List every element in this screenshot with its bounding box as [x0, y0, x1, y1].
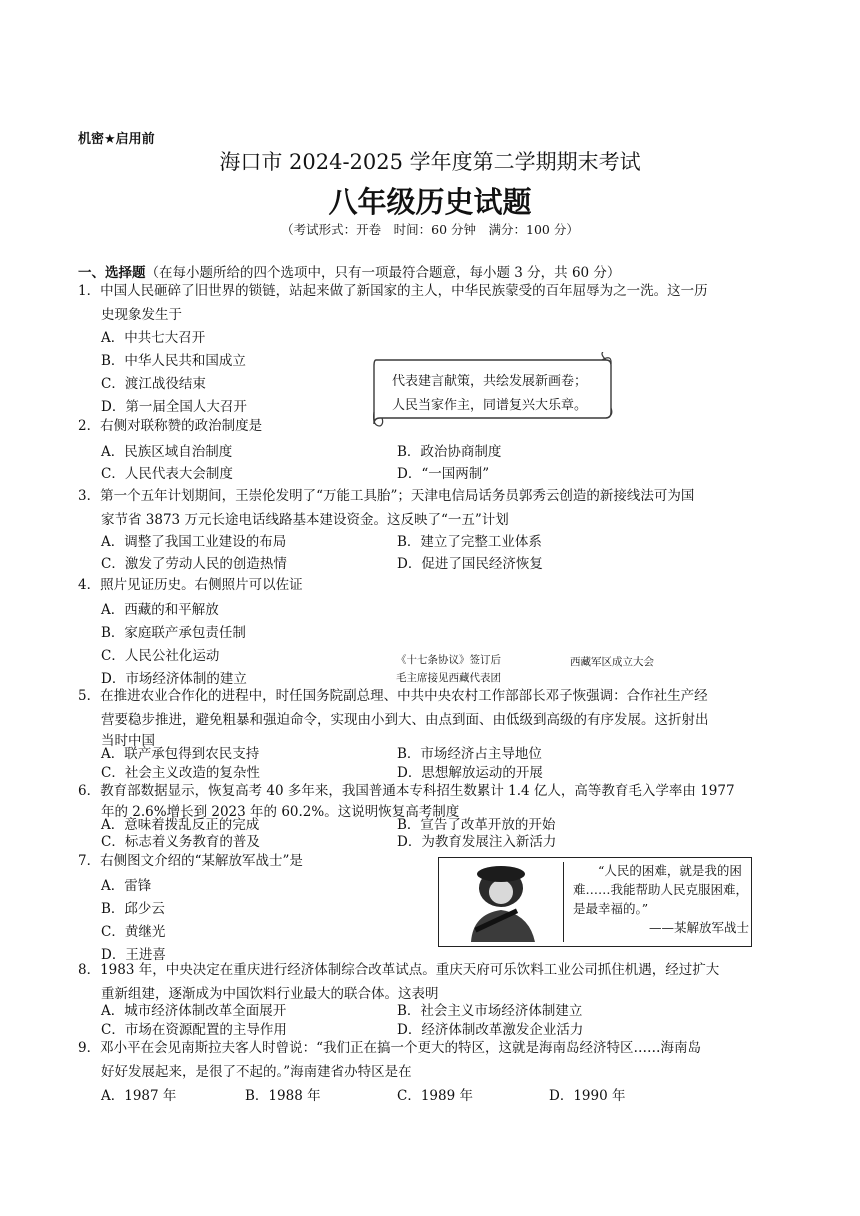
- q1-stem-line1: 1．中国人民砸碎了旧世界的锁链，站起来做了新国家的主人，中华民族蒙受的百年屈辱为之一洗。这一历: [78, 283, 708, 299]
- soldier-photo: [443, 862, 564, 942]
- q1-stem-line2: 史现象发生于: [101, 307, 182, 323]
- q6-option-b[interactable]: B．宣告了改革开放的开始: [397, 817, 556, 833]
- couplet-line-2: 人民当家作主，同谱复兴大乐章。: [392, 398, 588, 413]
- q4-photo1-caption-line1: 《十七条协议》签订后: [396, 654, 501, 666]
- q9-stem-line2: 好好发展起来，是很了不起的。”海南建省办特区是在: [101, 1064, 412, 1080]
- q2-option-b[interactable]: B．政治协商制度: [397, 444, 502, 460]
- q7-stem: 7．右侧图文介绍的“某解放军战士”是: [78, 853, 303, 869]
- q6-option-a[interactable]: A．意味着拨乱反正的完成: [101, 817, 260, 833]
- q6-stem-line1: 6．教育部数据显示，恢复高考 40 多年来，我国普通本专科招生数累计 1.4 亿人，高等教育毛入学率由 1977: [78, 783, 735, 799]
- q9-option-c[interactable]: C．1989 年: [397, 1088, 473, 1104]
- q1-option-a[interactable]: A．中共七大召开: [101, 330, 206, 346]
- q4-option-a[interactable]: A．西藏的和平解放: [101, 602, 219, 618]
- q2-option-c[interactable]: C．人民代表大会制度: [101, 466, 233, 482]
- q5-stem-line1: 5．在推进农业合作化的进程中，时任国务院副总理、中共中央农村工作部部长邓子恢强调：合作社生产经: [78, 688, 708, 704]
- q1-option-d[interactable]: D．第一届全国人大召开: [101, 399, 247, 415]
- soldier-quote-text: “人民的困难，就是我的困难……我能帮助人民克服困难，是最幸福的。”: [573, 863, 749, 916]
- q4-photo2-caption: 西藏军区成立大会: [570, 656, 654, 668]
- q3-option-a[interactable]: A．调整了我国工业建设的布局: [101, 534, 287, 550]
- q4-photo1-caption-line2: 毛主席接见西藏代表团: [396, 672, 501, 684]
- section-note: （在每小题所给的四个选项中，只有一项最符合题意，每小题 3 分，共 60 分）: [145, 265, 621, 281]
- q9-option-b[interactable]: B．1988 年: [245, 1088, 321, 1104]
- soldier-quote-signature: ——某解放军战士: [648, 920, 749, 935]
- couplet-line-1: 代表建言献策，共绘发展新画卷；: [392, 374, 588, 389]
- q2-stem: 2．右侧对联称赞的政治制度是: [78, 418, 263, 434]
- couplet-text: [392, 370, 587, 418]
- q6-option-d[interactable]: D．为教育发展注入新活力: [397, 834, 557, 850]
- q5-stem-line2: 营要稳步推进，避免粗暴和强迫命令，实现由小到大、由点到面、由低级到高级的有序发展。这折射出: [101, 712, 709, 728]
- q5-option-b[interactable]: B．市场经济占主导地位: [397, 746, 542, 762]
- q4-option-b[interactable]: B．家庭联产承包责任制: [101, 625, 246, 641]
- section-label: 一、选择题: [78, 265, 146, 281]
- q2-option-d[interactable]: D．“一国两制”: [397, 466, 490, 482]
- q5-stem-line3-text: 当时中国: [101, 733, 155, 749]
- q7-option-a[interactable]: A．雷锋: [101, 878, 152, 894]
- q7-figure-box: [438, 857, 752, 947]
- q8-stem-line1: 8．1983 年，中央决定在重庆进行经济体制综合改革试点。重庆天府可乐饮料工业公司抓住机遇，经过扩大: [78, 962, 720, 978]
- q7-option-d[interactable]: D．王进喜: [101, 947, 166, 963]
- soldier-quote: [573, 861, 749, 937]
- q8-option-d[interactable]: D．经济体制改革激发企业活力: [397, 1022, 584, 1038]
- q9-option-d[interactable]: D．1990 年: [549, 1088, 626, 1104]
- couplet-scroll: [370, 352, 613, 428]
- q8-stem-line2: 重新组建，逐渐成为中国饮料行业最大的联合体。这表明: [101, 986, 439, 1002]
- q9-option-a[interactable]: A．1987 年: [101, 1088, 177, 1104]
- q5-option-a[interactable]: A．联产承包得到农民支持: [101, 746, 260, 762]
- q5-option-d[interactable]: D．思想解放运动的开展: [397, 765, 543, 781]
- q1-option-b[interactable]: B．中华人民共和国成立: [101, 353, 246, 369]
- exam-title: 海口市 2024-2025 学年度第二学期期末考试: [219, 150, 641, 174]
- q4-option-c[interactable]: C．人民公社化运动: [101, 648, 220, 664]
- q9-stem-line1: 9．邓小平在会见南斯拉夫客人时曾说：“我们正在搞一个更大的特区，这就是海南岛经济特区……海南岛: [78, 1040, 701, 1056]
- q3-option-c[interactable]: C．激发了劳动人民的创造热情: [101, 556, 287, 572]
- confidential-mark: 机密★启用前: [78, 132, 155, 147]
- q3-stem-line1: 3．第一个五年计划期间，王崇伦发明了“万能工具胎”；天津电信局话务员郭秀云创造的新接线法可为国: [78, 488, 695, 504]
- q3-option-d[interactable]: D．促进了国民经济恢复: [397, 556, 543, 572]
- q8-option-a[interactable]: A．城市经济体制改革全面展开: [101, 1003, 287, 1019]
- q2-option-a[interactable]: A．民族区域自治制度: [101, 444, 233, 460]
- subject-title: 八年级历史试题: [328, 185, 532, 219]
- q6-option-c[interactable]: C．标志着义务教育的普及: [101, 834, 260, 850]
- section-heading: [78, 261, 620, 281]
- q4-stem: 4．照片见证历史。右侧照片可以佐证: [78, 577, 303, 593]
- q3-stem-line2: 家节省 3873 万元长途电话线路基本建设资金。这反映了“一五”计划: [101, 512, 509, 528]
- q8-option-b[interactable]: B．社会主义市场经济体制建立: [397, 1003, 583, 1019]
- q4-option-d[interactable]: D．市场经济体制的建立: [101, 671, 247, 687]
- q7-option-b[interactable]: B．邱少云: [101, 901, 165, 917]
- q5-option-c[interactable]: C．社会主义改造的复杂性: [101, 765, 260, 781]
- q6-stem-line2: 年的 2.6%增长到 2023 年的 60.2%。这说明恢复高考制度: [101, 804, 460, 820]
- soldier-silhouette-icon: [443, 862, 563, 942]
- exam-info: （考试形式：开卷 时间：60 分钟 满分：100 分）: [281, 222, 579, 237]
- q3-option-b[interactable]: B．建立了完整工业体系: [397, 534, 542, 550]
- q7-option-c[interactable]: C．黄继光: [101, 924, 166, 940]
- q1-option-c[interactable]: C．渡江战役结束: [101, 376, 206, 392]
- q8-option-c[interactable]: C．市场在资源配置的主导作用: [101, 1022, 287, 1038]
